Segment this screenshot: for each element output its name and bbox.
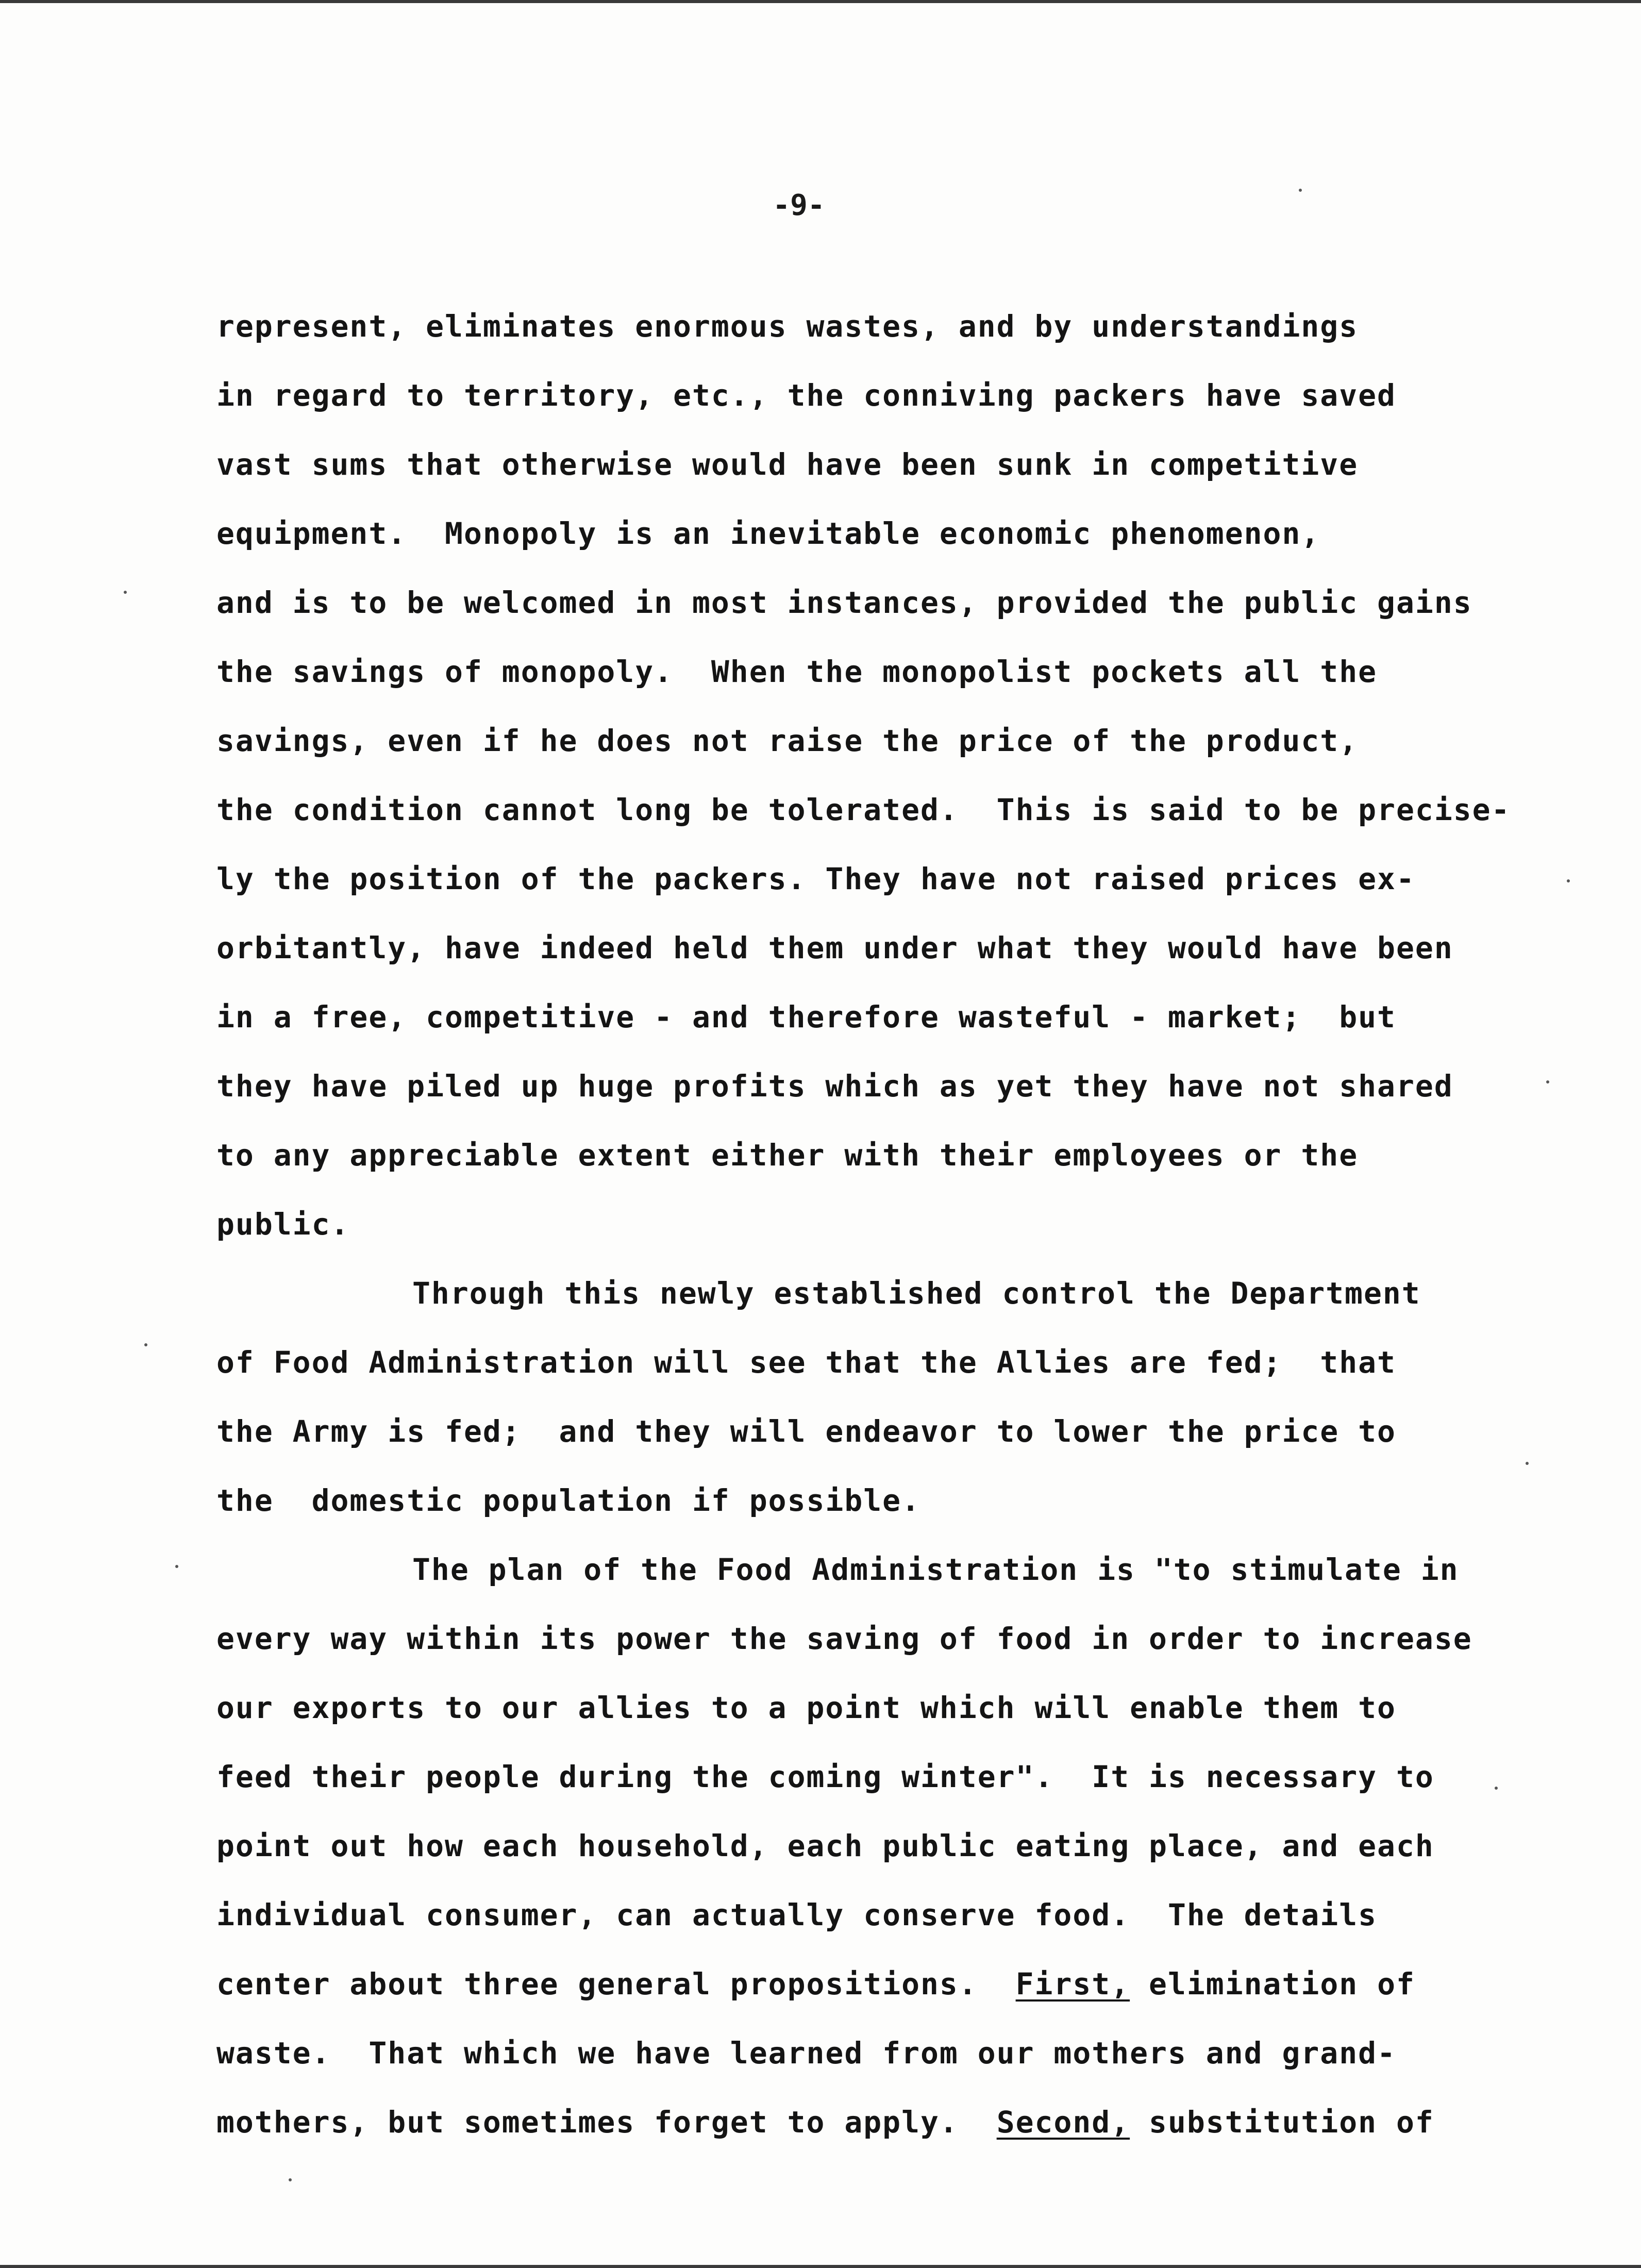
text-line: the domestic population if possible. [216,1483,921,1518]
paragraph-2 [216,1259,1577,1535]
text-line [216,2088,1577,2157]
underlined-second: Second, [996,2105,1130,2140]
text-line: savings, even if he does not raise the price of the product, [216,723,1359,758]
text-line: individual consumer, can actually conserve food. The details [216,1897,1378,1932]
scan-speck [1567,879,1570,882]
text-fragment: center about three general propositions. [216,1966,1016,2002]
text-line: equipment. Monopoly is an inevitable economic phenomenon, [216,516,1320,551]
text-line: in a free, competitive - and therefore wasteful - market; but [216,999,1396,1035]
scan-speck [289,2178,292,2181]
paragraph-3 [216,1535,1577,2157]
scan-speck [1495,1787,1498,1790]
page-number: -9- [773,189,825,222]
text-line [216,1949,1577,2019]
scan-speck [1546,1080,1549,1083]
text-fragment: elimination of [1130,1966,1415,2002]
text-line: public. [216,1207,350,1242]
scan-speck [175,1565,178,1568]
text-fragment: mothers, but sometimes forget to apply. [216,2105,997,2140]
text-line: in regard to territory, etc., the conniving packers have saved [216,378,1396,413]
text-line: ly the position of the packers. They have not raised prices ex- [216,861,1415,896]
text-line: to any appreciable extent either with their employees or the [216,1138,1359,1173]
underlined-first: First, [1015,1966,1130,2002]
text-line: they have piled up huge profits which as yet they have not shared [216,1069,1453,1104]
text-line: feed their people during the coming winter". It is necessary to [216,1759,1434,1794]
scan-speck [1526,1462,1529,1465]
scan-speck [144,1343,147,1346]
text-line: our exports to our allies to a point which will enable them to [216,1690,1396,1725]
text-line: and is to be welcomed in most instances, provided the public gains [216,585,1472,620]
paragraph-1 [216,292,1577,1259]
scan-speck [124,591,127,594]
text-line: vast sums that otherwise would have been sunk in competitive [216,447,1359,482]
text-line: orbitantly, have indeed held them under what they would have been [216,930,1453,965]
text-line: the Army is fed; and they will endeavor to lower the price to [216,1414,1396,1449]
typed-body-text [216,292,1577,2157]
text-line: represent, eliminates enormous wastes, and by understandings [216,309,1359,344]
text-line: the condition cannot long be tolerated. This is said to be precise- [216,792,1511,827]
text-line: the savings of monopoly. When the monopolist pockets all the [216,654,1378,689]
text-line: The plan of the Food Administration is "to stimulate in [412,1552,1459,1587]
scan-speck [1299,189,1302,192]
text-line: point out how each household, each public eating place, and each [216,1828,1434,1863]
text-line: every way within its power the saving of food in order to increase [216,1621,1472,1656]
text-line: Through this newly established control the Department [412,1276,1421,1311]
text-fragment: substitution of [1130,2105,1434,2140]
text-line: of Food Administration will see that the Allies are fed; that [216,1345,1396,1380]
text-line: waste. That which we have learned from our mothers and grand- [216,2036,1396,2071]
